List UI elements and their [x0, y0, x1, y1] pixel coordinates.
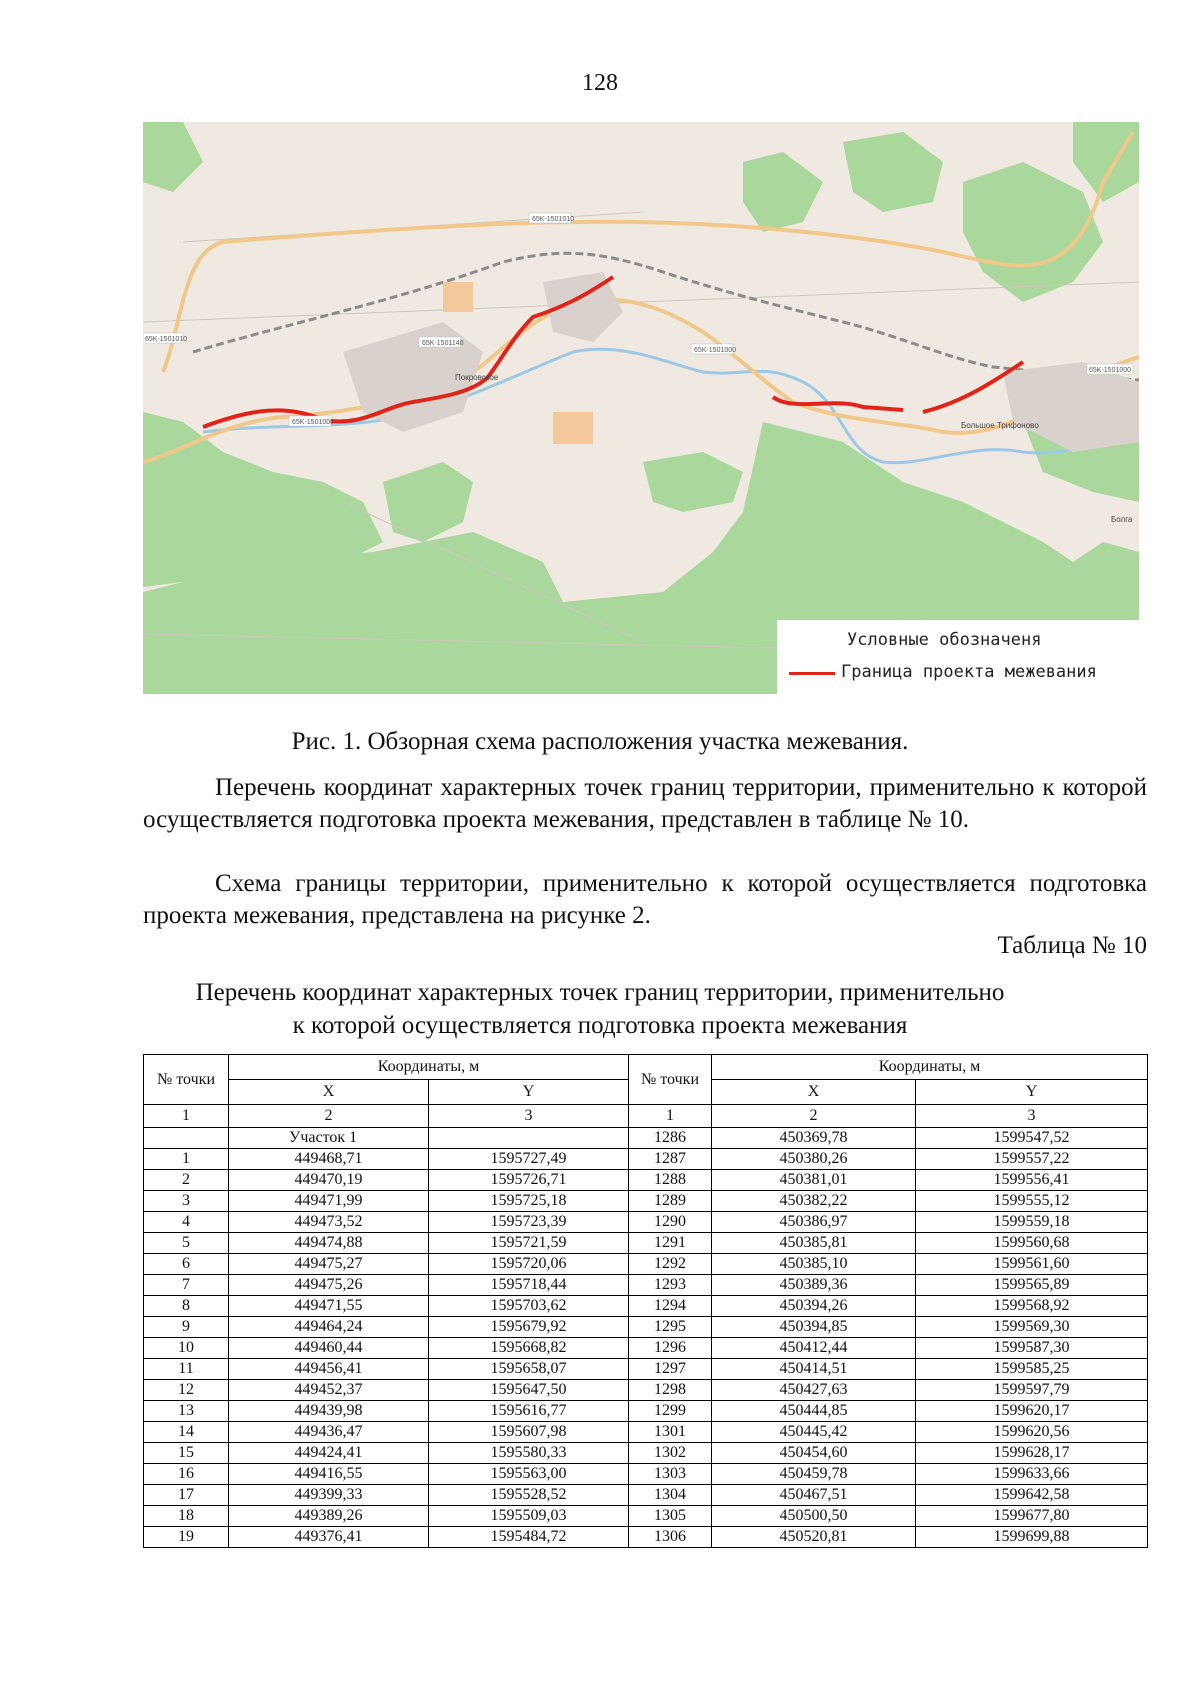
table-row: [144, 1401, 1148, 1422]
map-graphic: [143, 122, 1139, 694]
coordinate-x: 449452,37: [229, 1380, 429, 1401]
coordinate-y: 1595616,77: [429, 1401, 629, 1422]
point-number: 1302: [629, 1443, 712, 1464]
coordinate-x: 450385,10: [712, 1254, 916, 1275]
coordinate-x: 449456,41: [229, 1359, 429, 1380]
coordinate-y: 1599633,66: [916, 1464, 1148, 1485]
point-number: 1290: [629, 1212, 712, 1233]
coordinate-y: [429, 1128, 629, 1149]
paragraph: Перечень координат характерных точек границ территории, применительно к которой осуществляется подготовка проекта межевания, представлен в таблице № 10.: [143, 774, 1147, 833]
coordinate-x: 450459,78: [712, 1464, 916, 1485]
point-number: 1296: [629, 1338, 712, 1359]
point-number: 14: [144, 1422, 229, 1443]
table-row: [144, 1149, 1148, 1170]
coordinate-x: 449464,24: [229, 1317, 429, 1338]
legend-title: Условные обозначеня: [847, 630, 1042, 650]
table-row: [144, 1233, 1148, 1254]
coordinate-x: 449424,41: [229, 1443, 429, 1464]
coordinate-y: 1595679,92: [429, 1317, 629, 1338]
coordinate-x: 449473,52: [229, 1212, 429, 1233]
header-y: Y: [429, 1080, 629, 1105]
coordinate-x: 450414,51: [712, 1359, 916, 1380]
point-number: 1297: [629, 1359, 712, 1380]
point-number: 2: [144, 1170, 229, 1191]
coordinate-x: 450427,63: [712, 1380, 916, 1401]
coordinate-x: 449436,47: [229, 1422, 429, 1443]
coordinate-y: 1599628,17: [916, 1443, 1148, 1464]
column-number: 1: [629, 1105, 712, 1128]
table-row: [144, 1212, 1148, 1233]
point-number: 8: [144, 1296, 229, 1317]
table-row: [144, 1338, 1148, 1359]
coordinate-x: 450454,60: [712, 1443, 916, 1464]
coordinate-y: 1599557,22: [916, 1149, 1148, 1170]
coordinate-y: 1595509,03: [429, 1506, 629, 1527]
coordinate-x: 449460,44: [229, 1338, 429, 1359]
coordinate-x: 449475,26: [229, 1275, 429, 1296]
coordinate-x: 449376,41: [229, 1527, 429, 1548]
point-number: 9: [144, 1317, 229, 1338]
point-number: 1: [144, 1149, 229, 1170]
point-number: 1299: [629, 1401, 712, 1422]
coordinate-x: 449439,98: [229, 1401, 429, 1422]
coordinate-y: 1599642,58: [916, 1485, 1148, 1506]
table-row: [144, 1296, 1148, 1317]
point-number: 19: [144, 1527, 229, 1548]
coordinate-x: 450412,44: [712, 1338, 916, 1359]
coordinate-y: 1595484,72: [429, 1527, 629, 1548]
overview-map: [143, 122, 1139, 694]
coordinate-y: 1599569,30: [916, 1317, 1148, 1338]
coordinate-x: 449399,33: [229, 1485, 429, 1506]
coordinate-x: 449389,26: [229, 1506, 429, 1527]
coordinate-y: 1599620,56: [916, 1422, 1148, 1443]
column-number-row: [144, 1105, 1148, 1128]
header-x: X: [229, 1080, 429, 1105]
coordinate-x: 450444,85: [712, 1401, 916, 1422]
table-row: [144, 1506, 1148, 1527]
header-x: X: [712, 1080, 916, 1105]
point-number: 3: [144, 1191, 229, 1212]
column-number: 3: [916, 1105, 1148, 1128]
point-number: 1305: [629, 1506, 712, 1527]
table-row: [144, 1317, 1148, 1338]
place-label: Болга: [1111, 515, 1133, 524]
coordinate-x: 449471,99: [229, 1191, 429, 1212]
coordinate-y: 1599565,89: [916, 1275, 1148, 1296]
point-number: 1289: [629, 1191, 712, 1212]
point-number: 1291: [629, 1233, 712, 1254]
coordinate-x: 450520,81: [712, 1527, 916, 1548]
coordinate-y: 1595647,50: [429, 1380, 629, 1401]
coordinate-y: 1599568,92: [916, 1296, 1148, 1317]
coordinate-y: 1599677,80: [916, 1506, 1148, 1527]
table-row: [144, 1443, 1148, 1464]
coordinate-y: 1599555,12: [916, 1191, 1148, 1212]
point-number: 1304: [629, 1485, 712, 1506]
coordinate-y: 1595723,39: [429, 1212, 629, 1233]
table-row: [144, 1170, 1148, 1191]
coordinate-x: 449475,27: [229, 1254, 429, 1275]
coordinate-x: 450445,42: [712, 1422, 916, 1443]
coordinate-y: 1599547,52: [916, 1128, 1148, 1149]
coordinate-y: 1599560,68: [916, 1233, 1148, 1254]
table-row: [144, 1275, 1148, 1296]
road-label: 65K-1501140: [422, 340, 464, 347]
point-number: 1301: [629, 1422, 712, 1443]
header-coordinates: Координаты, м: [229, 1055, 629, 1080]
column-number: 1: [144, 1105, 229, 1128]
table-row: [144, 1380, 1148, 1401]
header-coordinates: Координаты, м: [712, 1055, 1148, 1080]
point-number: [144, 1128, 229, 1149]
coordinate-y: 1595721,59: [429, 1233, 629, 1254]
coordinate-x: 450500,50: [712, 1506, 916, 1527]
coordinate-x: 450394,26: [712, 1296, 916, 1317]
table-row: [144, 1464, 1148, 1485]
table-row: [144, 1359, 1148, 1380]
coordinate-y: 1595668,82: [429, 1338, 629, 1359]
legend-item-label: Граница проекта межевания: [841, 662, 1097, 682]
coordinate-y: 1595607,98: [429, 1422, 629, 1443]
table-row: [144, 1128, 1148, 1149]
point-number: 4: [144, 1212, 229, 1233]
coordinates-table: [143, 1054, 1148, 1548]
coordinate-y: 1595725,18: [429, 1191, 629, 1212]
road-label: 65K-1501000: [1089, 367, 1132, 374]
coordinate-y: 1599620,17: [916, 1401, 1148, 1422]
table-title-line: к которой осуществляется подготовка проекта межевания: [292, 1012, 908, 1039]
coordinate-y: 1599597,79: [916, 1380, 1148, 1401]
coordinate-x: 449416,55: [229, 1464, 429, 1485]
point-number: 6: [144, 1254, 229, 1275]
point-number: 1294: [629, 1296, 712, 1317]
coordinate-y: 1595658,07: [429, 1359, 629, 1380]
point-number: 15: [144, 1443, 229, 1464]
point-number: 1286: [629, 1128, 712, 1149]
header-y: Y: [916, 1080, 1148, 1105]
point-number: 1292: [629, 1254, 712, 1275]
page-number: 128: [582, 70, 618, 96]
table-row: [144, 1422, 1148, 1443]
coordinate-y: 1595727,49: [429, 1149, 629, 1170]
coordinate-y: 1599556,41: [916, 1170, 1148, 1191]
figure-caption: Рис. 1. Обзорная схема расположения участка межевания.: [291, 728, 909, 755]
coordinate-y: 1595726,71: [429, 1170, 629, 1191]
coordinate-y: 1595563,00: [429, 1464, 629, 1485]
coordinate-x: 450389,36: [712, 1275, 916, 1296]
road-label: 65K-1501000: [694, 347, 737, 354]
coordinate-x: 449468,71: [229, 1149, 429, 1170]
point-number: 1287: [629, 1149, 712, 1170]
point-number: 11: [144, 1359, 229, 1380]
column-number: 2: [229, 1105, 429, 1128]
point-number: 1303: [629, 1464, 712, 1485]
table-title: [0, 976, 1200, 1042]
point-number: 5: [144, 1233, 229, 1254]
column-number: 3: [429, 1105, 629, 1128]
point-number: 1293: [629, 1275, 712, 1296]
table-title-line: Перечень координат характерных точек границ территории, применительно: [195, 979, 1005, 1006]
coordinate-x: 450385,81: [712, 1233, 916, 1254]
coordinate-y: 1595528,52: [429, 1485, 629, 1506]
coordinate-x: 450382,22: [712, 1191, 916, 1212]
point-number: 1306: [629, 1527, 712, 1548]
table-row: [144, 1254, 1148, 1275]
table-row: [144, 1191, 1148, 1212]
legend-boundary-swatch: [789, 672, 835, 675]
column-number: 2: [712, 1105, 916, 1128]
point-number: 16: [144, 1464, 229, 1485]
coordinate-y: 1595718,44: [429, 1275, 629, 1296]
header-point-no: № точки: [629, 1055, 712, 1105]
point-number: 18: [144, 1506, 229, 1527]
table-label: Таблица № 10: [997, 932, 1147, 959]
coordinate-y: 1599699,88: [916, 1527, 1148, 1548]
coordinate-x: 450381,01: [712, 1170, 916, 1191]
coordinate-y: 1595580,33: [429, 1443, 629, 1464]
point-number: 17: [144, 1485, 229, 1506]
table-row: [144, 1527, 1148, 1548]
coordinate-x: 449470,19: [229, 1170, 429, 1191]
coordinate-x: 450467,51: [712, 1485, 916, 1506]
section-label: Участок 1: [229, 1128, 429, 1149]
header-point-no: № точки: [144, 1055, 229, 1105]
place-label: Покровское: [455, 373, 499, 382]
coordinate-x: 450394,85: [712, 1317, 916, 1338]
coordinate-x: 450380,26: [712, 1149, 916, 1170]
paragraph: Схема границы территории, применительно к которой осуществляется подготовка проекта межевания, представлена на рисунке 2.: [143, 870, 1147, 929]
coordinate-y: 1599559,18: [916, 1212, 1148, 1233]
coordinate-x: 449474,88: [229, 1233, 429, 1254]
road-label: 65K-1501000: [292, 419, 335, 426]
coordinate-x: 450369,78: [712, 1128, 916, 1149]
point-number: 13: [144, 1401, 229, 1422]
place-label: Большое Трифоново: [961, 421, 1039, 430]
point-number: 1298: [629, 1380, 712, 1401]
coordinate-y: 1599561,60: [916, 1254, 1148, 1275]
coordinate-x: 450386,97: [712, 1212, 916, 1233]
point-number: 10: [144, 1338, 229, 1359]
map-legend: [777, 620, 1139, 694]
point-number: 12: [144, 1380, 229, 1401]
coordinate-x: 449471,55: [229, 1296, 429, 1317]
point-number: 1288: [629, 1170, 712, 1191]
point-number: 7: [144, 1275, 229, 1296]
point-number: 1295: [629, 1317, 712, 1338]
road-label: 65K-1501010: [145, 336, 188, 343]
coordinate-y: 1599587,30: [916, 1338, 1148, 1359]
road-label: 65K-1501010: [532, 216, 575, 223]
coordinate-y: 1599585,25: [916, 1359, 1148, 1380]
coordinate-y: 1595703,62: [429, 1296, 629, 1317]
table-row: [144, 1485, 1148, 1506]
coordinate-y: 1595720,06: [429, 1254, 629, 1275]
